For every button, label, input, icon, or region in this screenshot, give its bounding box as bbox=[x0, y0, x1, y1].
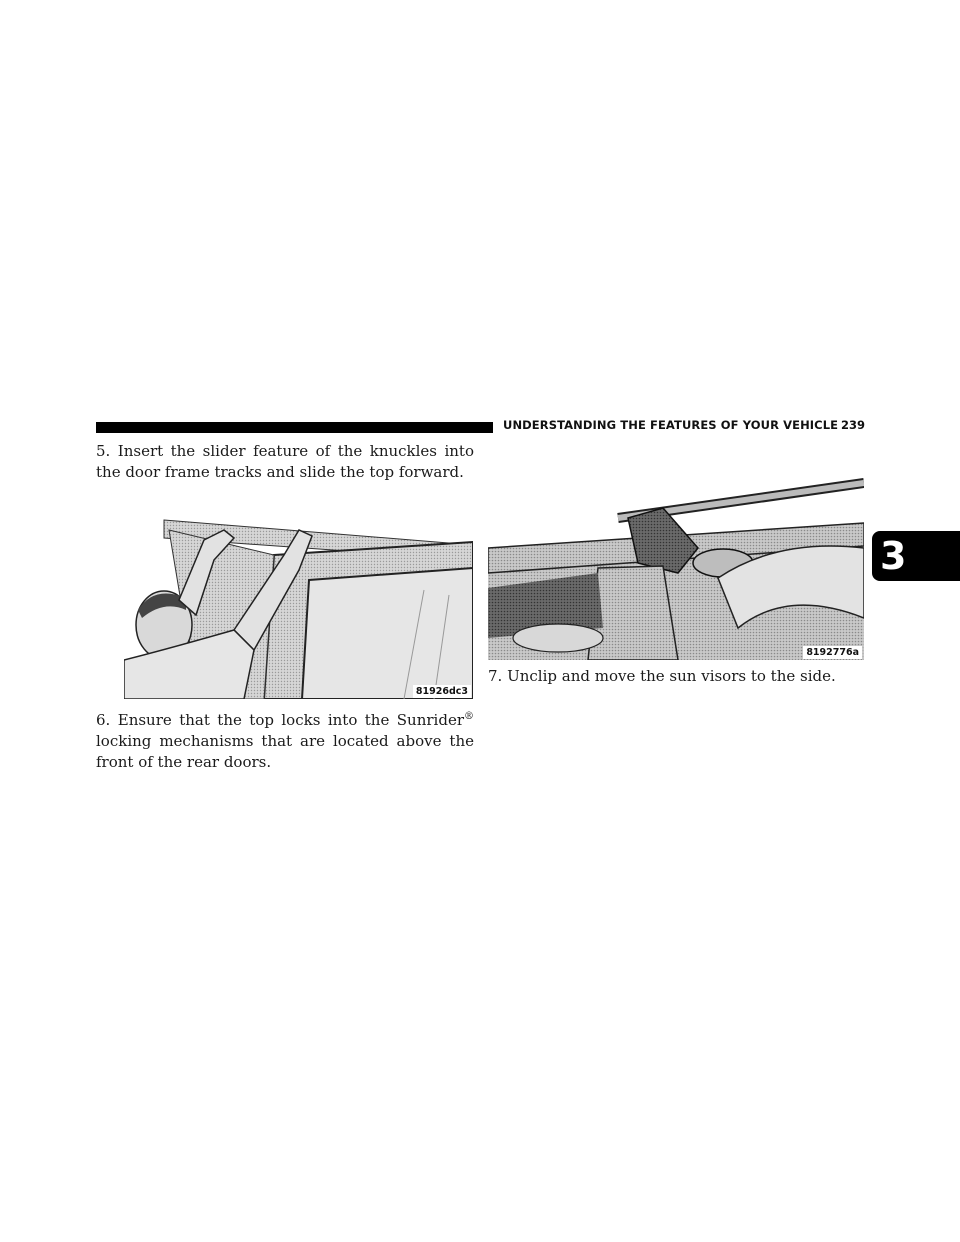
figure-locking-mechanism bbox=[488, 478, 864, 660]
registered-symbol: ® bbox=[464, 711, 474, 722]
chapter-number: 3 bbox=[880, 534, 907, 578]
figure-code: 8192776a bbox=[803, 646, 862, 659]
page-number: 239 bbox=[841, 418, 866, 432]
step-6-text-before: 6. Ensure that the top locks into the Sunrider bbox=[96, 711, 464, 729]
step-7-text: 7. Unclip and move the sun visors to the side. bbox=[488, 667, 836, 685]
figure-man-sliding-top bbox=[124, 500, 473, 699]
running-header-title: UNDERSTANDING THE FEATURES OF YOUR VEHICLE bbox=[503, 418, 839, 432]
step-6-text-after: locking mechanisms that are located above the front of the rear doors. bbox=[96, 732, 474, 771]
step-6-text bbox=[96, 706, 474, 773]
figure-code: 81926dc3 bbox=[413, 685, 471, 698]
chapter-tab bbox=[872, 531, 960, 581]
figure-2-illustration bbox=[488, 478, 864, 660]
step-5-text: 5. Insert the slider feature of the knuckles into the door frame tracks and slide the top forward. bbox=[96, 442, 474, 481]
header-rule bbox=[96, 422, 493, 433]
figure-1-illustration bbox=[124, 500, 473, 699]
